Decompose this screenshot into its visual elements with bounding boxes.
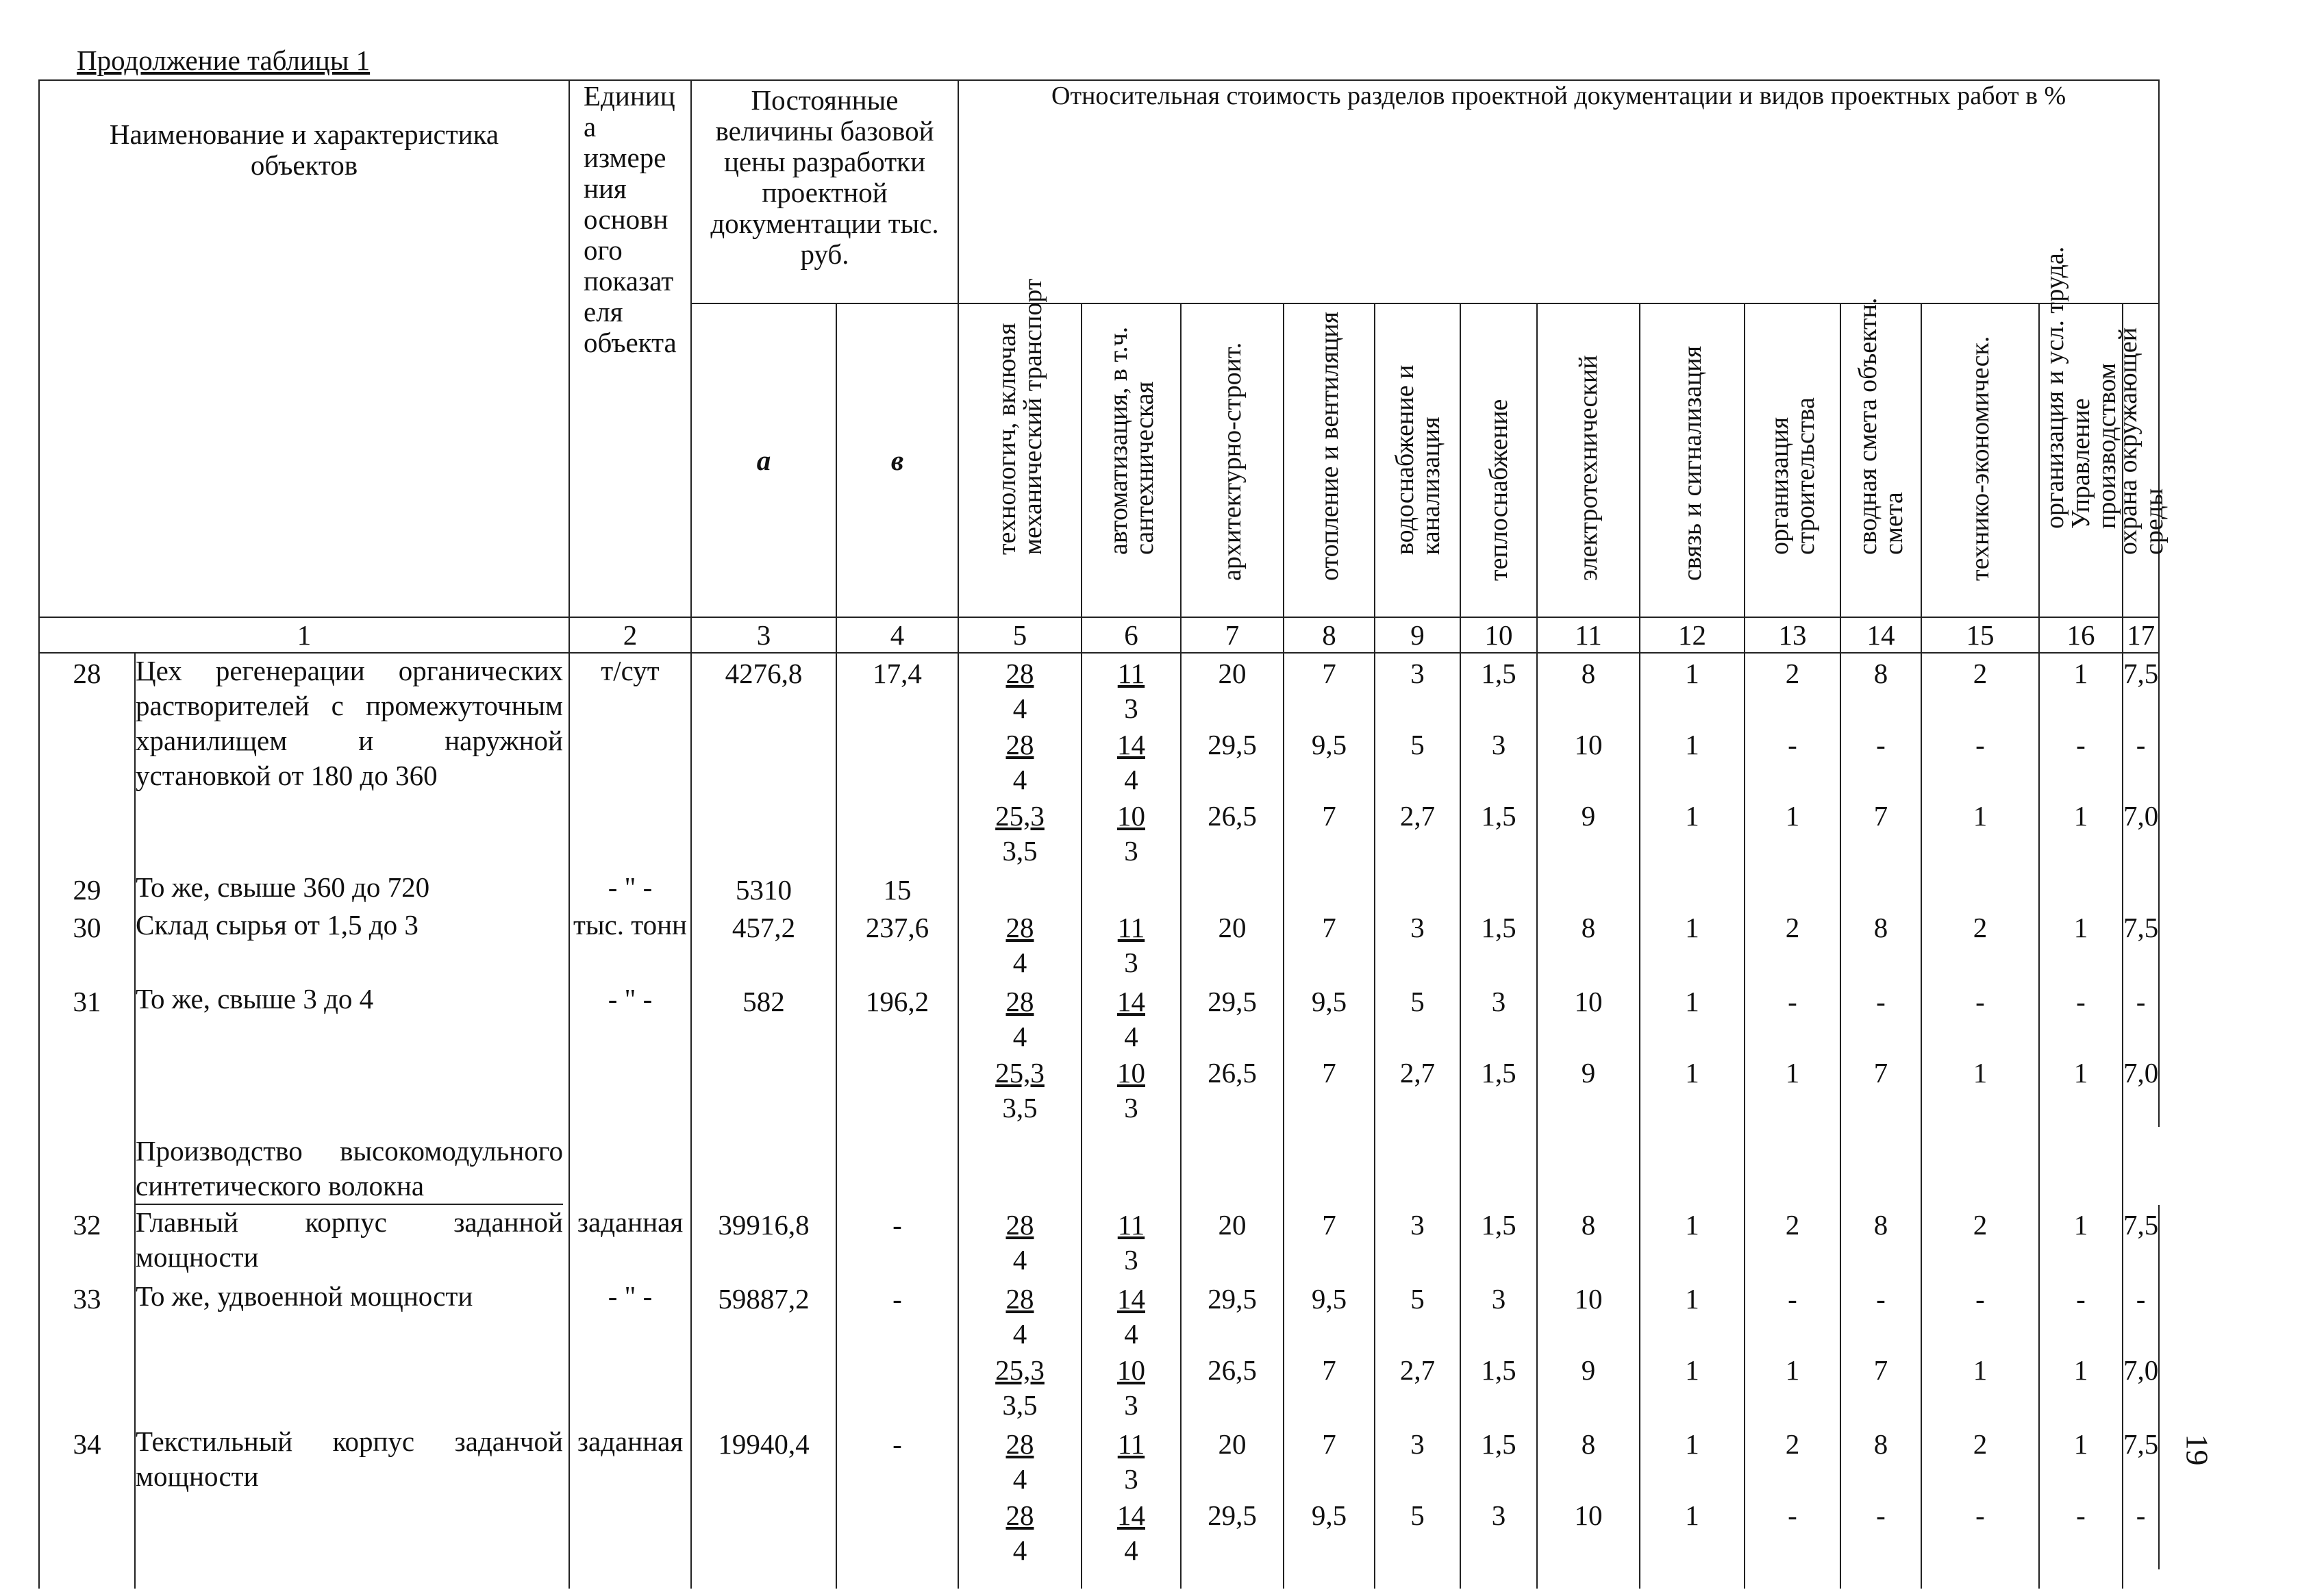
- table-row: [39, 908, 2159, 982]
- unit-cell: - " -: [569, 982, 691, 1127]
- col-16: - 1: [2039, 1279, 2123, 1424]
- col-11: 8 10: [1537, 1424, 1640, 1569]
- header-col-9: водоснабжение и канализация: [1375, 303, 1460, 617]
- col-13: 2: [1745, 908, 1840, 982]
- col-17: 7,5 - 7,0: [2123, 653, 2159, 870]
- table-cell: [2039, 1569, 2123, 1589]
- fraction: $\frac{28}{4}$: [1005, 1428, 1034, 1495]
- col-7: 29,5 26,5: [1181, 982, 1284, 1127]
- col-10: 1,5 3 1,5: [1460, 653, 1537, 870]
- fraction: $\frac{28}{4}$: [1005, 658, 1034, 724]
- col-6: [1082, 1279, 1181, 1424]
- column-number: 1: [39, 617, 569, 653]
- col-13: [1745, 870, 1840, 908]
- table-body: [39, 653, 2159, 1589]
- column-number: 17: [2123, 617, 2159, 653]
- row-number: 29: [39, 870, 135, 908]
- col-7: 20: [1181, 1205, 1284, 1279]
- table-cell: [691, 1569, 836, 1589]
- object-name: То же, свыше 360 до 720: [135, 870, 569, 908]
- column-number: 2: [569, 617, 691, 653]
- table-cell: [958, 1127, 1082, 1205]
- value-a: 39916,8: [691, 1205, 836, 1279]
- value-a: 457,2: [691, 908, 836, 982]
- table-row: [39, 982, 2159, 1127]
- col-6: [1082, 982, 1181, 1127]
- col-9: 3: [1375, 1205, 1460, 1279]
- col-16: - 1: [2039, 982, 2123, 1127]
- column-number: 5: [958, 617, 1082, 653]
- table-cell: [1840, 1127, 1921, 1205]
- table-cell: [836, 1569, 958, 1589]
- col-14: [1840, 870, 1921, 908]
- header-name: Наименование и характеристика объектов: [39, 80, 569, 617]
- header-col-12: связь и сигнализация: [1640, 303, 1745, 617]
- table-cell: [135, 1569, 569, 1589]
- col-8: [1284, 870, 1375, 908]
- header-col-7: архитектурно-строит.: [1181, 303, 1284, 617]
- col-11: 8: [1537, 908, 1640, 982]
- table-row: [39, 1279, 2159, 1424]
- value-b: 237,6: [836, 908, 958, 982]
- col-13: 2: [1745, 1205, 1840, 1279]
- row-number: 34: [39, 1424, 135, 1569]
- header-col-11: электротехнический: [1537, 303, 1640, 617]
- col-7: 20 29,5: [1181, 1424, 1284, 1569]
- col-14: 8 - 7: [1840, 653, 1921, 870]
- table-cell: [958, 1569, 1082, 1589]
- col-17: - 7,0: [2123, 1279, 2159, 1424]
- col-14: 8: [1840, 908, 1921, 982]
- table-cell: [1181, 1569, 1284, 1589]
- col-5: [958, 982, 1082, 1127]
- col-15: 2 - 1: [1921, 653, 2039, 870]
- object-name: Главный корпус заданной мощности: [135, 1205, 569, 1279]
- table-cell: [569, 1569, 691, 1589]
- col-17: 7,5 -: [2123, 1424, 2159, 1569]
- header-col-16: организация и усл. труда. Управление производством: [2039, 303, 2123, 617]
- column-number: 11: [1537, 617, 1640, 653]
- col-14: 8 -: [1840, 1424, 1921, 1569]
- column-number: 10: [1460, 617, 1537, 653]
- object-name: Склад сырья от 1,5 до 3: [135, 908, 569, 982]
- fraction: $\frac{14}{4}$: [1117, 1283, 1145, 1350]
- table-cell: [569, 1127, 691, 1205]
- column-number: 3: [691, 617, 836, 653]
- fraction: $\frac{11}{3}$: [1117, 1209, 1145, 1276]
- table-caption: Продолжение таблицы 1: [77, 45, 371, 76]
- value-a: 5310: [691, 870, 836, 908]
- row-number: [39, 1127, 135, 1205]
- col-17: 7,5: [2123, 908, 2159, 982]
- fraction: $\frac{28}{4}$: [1005, 1500, 1034, 1566]
- col-10: [1460, 870, 1537, 908]
- unit-cell: - " -: [569, 1279, 691, 1424]
- row-number: 31: [39, 982, 135, 1127]
- table-cell: [1082, 1569, 1181, 1589]
- object-name: То же, удвоенной мощности: [135, 1279, 569, 1424]
- col-6: [1082, 908, 1181, 982]
- table-cell: [1640, 1127, 1745, 1205]
- col-10: 3 1,5: [1460, 1279, 1537, 1424]
- value-a: 4276,8: [691, 653, 836, 870]
- fraction: $\frac{28}{4}$: [1005, 1283, 1034, 1350]
- col-15: [1921, 870, 2039, 908]
- table-cell: [1375, 1569, 1460, 1589]
- col-14: - 7: [1840, 1279, 1921, 1424]
- table-cell: [1840, 1569, 1921, 1589]
- header-col-13: организация строительства: [1745, 303, 1840, 617]
- col-11: 10 9: [1537, 1279, 1640, 1424]
- header-relative: Относительная стоимость разделов проектной документации и видов проектных работ в %: [958, 80, 2159, 303]
- col-10: 1,5: [1460, 908, 1537, 982]
- fraction: $\frac{10}{3}$: [1117, 1354, 1145, 1421]
- section-title: Производство высокомодульного синтетического волокна: [135, 1127, 569, 1205]
- fraction: $\frac{28}{4}$: [1005, 912, 1034, 978]
- col-6: [1082, 1424, 1181, 1569]
- table-cell: [1537, 1569, 1640, 1589]
- col-7: 20: [1181, 908, 1284, 982]
- column-number: 14: [1840, 617, 1921, 653]
- col-9: 3: [1375, 908, 1460, 982]
- col-5: [958, 908, 1082, 982]
- value-a: 582: [691, 982, 836, 1127]
- header-a: а: [691, 303, 836, 617]
- col-12: 1: [1640, 1205, 1745, 1279]
- col-7: [1181, 870, 1284, 908]
- col-17: [2123, 870, 2159, 908]
- col-12: 1 1 1: [1640, 653, 1745, 870]
- col-9: 5 2,7: [1375, 982, 1460, 1127]
- table-cell: [1537, 1127, 1640, 1205]
- row-number: 28: [39, 653, 135, 870]
- header-col-6: автоматизация, в т.ч. сантехническая: [1082, 303, 1181, 617]
- fraction: $\frac{14}{4}$: [1117, 986, 1145, 1052]
- object-name: Цех регенерации органических растворителей с промежуточным хранилищем и наружной установкой от 180 до 360: [135, 653, 569, 870]
- header-col-10: теплоснабжение: [1460, 303, 1537, 617]
- table-cell: [1284, 1569, 1375, 1589]
- col-5: [958, 1279, 1082, 1424]
- col-10: 3 1,5: [1460, 982, 1537, 1127]
- col-9: [1375, 870, 1460, 908]
- column-number: 6: [1082, 617, 1181, 653]
- col-15: 2: [1921, 908, 2039, 982]
- column-number: 4: [836, 617, 958, 653]
- col-17: - 7,0: [2123, 982, 2159, 1127]
- fraction: $\frac{25,3}{3,5}$: [995, 1354, 1045, 1421]
- col-11: 8 10 9: [1537, 653, 1640, 870]
- col-8: 7: [1284, 908, 1375, 982]
- col-8: 9,5 7: [1284, 1279, 1375, 1424]
- unit-cell: т/сут: [569, 653, 691, 870]
- row-number: 30: [39, 908, 135, 982]
- fraction: $\frac{28}{4}$: [1005, 986, 1034, 1052]
- header-col-15: технико-экономическ.: [1921, 303, 2039, 617]
- col-8: 9,5 7: [1284, 982, 1375, 1127]
- table-cell: [1284, 1127, 1375, 1205]
- col-5: [958, 1424, 1082, 1569]
- column-number: 15: [1921, 617, 2039, 653]
- col-16: 1 - 1: [2039, 653, 2123, 870]
- page-number: 19: [2179, 1434, 2215, 1466]
- unit-cell: заданная: [569, 1205, 691, 1279]
- col-9: 3 5: [1375, 1424, 1460, 1569]
- value-b: -: [836, 1424, 958, 1569]
- col-11: 8: [1537, 1205, 1640, 1279]
- fraction: $\frac{28}{4}$: [1005, 1209, 1034, 1276]
- table-row: [39, 1205, 2159, 1279]
- value-b: 15: [836, 870, 958, 908]
- col-8: 7: [1284, 1205, 1375, 1279]
- col-8: 7 9,5 7: [1284, 653, 1375, 870]
- header-col-17: охрана окружающей среды: [2123, 303, 2159, 617]
- value-b: 17,4: [836, 653, 958, 870]
- col-10: 1,5 3: [1460, 1424, 1537, 1569]
- row-number: 33: [39, 1279, 135, 1424]
- col-13: - 1: [1745, 982, 1840, 1127]
- table-row: [39, 870, 2159, 908]
- col-8: 7 9,5: [1284, 1424, 1375, 1569]
- table-cell: [1460, 1127, 1537, 1205]
- table-cell: [1745, 1127, 1840, 1205]
- col-6: [1082, 653, 1181, 870]
- fraction: $\frac{14}{4}$: [1117, 729, 1145, 795]
- table-cell: [1375, 1127, 1460, 1205]
- header-unit: Единица измерения основного показателя объекта: [569, 80, 691, 617]
- table-cell: [1640, 1569, 1745, 1589]
- col-12: 1: [1640, 908, 1745, 982]
- fraction: $\frac{14}{4}$: [1117, 1500, 1145, 1566]
- header-b: в: [836, 303, 958, 617]
- fraction: $\frac{10}{3}$: [1117, 800, 1145, 867]
- column-number: 16: [2039, 617, 2123, 653]
- fraction: $\frac{10}{3}$: [1117, 1057, 1145, 1123]
- col-15: 2: [1921, 1205, 2039, 1279]
- col-15: - 1: [1921, 982, 2039, 1127]
- header-col-14: сводная смета объектн. смета: [1840, 303, 1921, 617]
- col-13: 2 - 1: [1745, 653, 1840, 870]
- unit-cell: заданная: [569, 1424, 691, 1569]
- column-number: 12: [1640, 617, 1745, 653]
- table-cell: [1745, 1569, 1840, 1589]
- col-11: 10 9: [1537, 982, 1640, 1127]
- value-a: 19940,4: [691, 1424, 836, 1569]
- fraction: $\frac{11}{3}$: [1117, 1428, 1145, 1495]
- object-name: То же, свыше 3 до 4: [135, 982, 569, 1127]
- table-row: [39, 653, 2159, 870]
- col-12: 1 1: [1640, 982, 1745, 1127]
- col-11: [1537, 870, 1640, 908]
- table-header: [39, 80, 2169, 653]
- col-5: [958, 870, 1082, 908]
- col-5: [958, 653, 1082, 870]
- fraction: $\frac{25,3}{3,5}$: [995, 1057, 1045, 1123]
- col-16: 1: [2039, 1205, 2123, 1279]
- object-name: Текстильный корпус заданчой мощности: [135, 1424, 569, 1569]
- table-cell: [1082, 1127, 1181, 1205]
- fraction: $\frac{28}{4}$: [1005, 729, 1034, 795]
- col-16: [2039, 870, 2123, 908]
- col-12: [1640, 870, 1745, 908]
- col-9: 3 5 2,7: [1375, 653, 1460, 870]
- cost-table: [38, 79, 2169, 1589]
- table-cell: [1181, 1127, 1284, 1205]
- header-const: Постоянные величины базовой цены разработки проектной документации тыс. руб.: [691, 80, 958, 303]
- col-6: [1082, 1205, 1181, 1279]
- row-number: 32: [39, 1205, 135, 1279]
- col-13: 2 -: [1745, 1424, 1840, 1569]
- table-cell: [1460, 1569, 1537, 1589]
- fraction: $\frac{25,3}{3,5}$: [995, 800, 1045, 867]
- col-7: 20 29,5 26,5: [1181, 653, 1284, 870]
- value-b: -: [836, 1205, 958, 1279]
- col-15: 2 -: [1921, 1424, 2039, 1569]
- table-cell: [1921, 1127, 2039, 1205]
- column-number: 8: [1284, 617, 1375, 653]
- column-number: 9: [1375, 617, 1460, 653]
- col-14: 8: [1840, 1205, 1921, 1279]
- fraction: $\frac{11}{3}$: [1117, 658, 1145, 724]
- col-14: - 7: [1840, 982, 1921, 1127]
- value-b: 196,2: [836, 982, 958, 1127]
- col-9: 5 2,7: [1375, 1279, 1460, 1424]
- table-cell: [691, 1127, 836, 1205]
- col-12: 1 1: [1640, 1279, 1745, 1424]
- col-6: [1082, 870, 1181, 908]
- table-row: [39, 1569, 2159, 1589]
- col-12: 1 1: [1640, 1424, 1745, 1569]
- table-cell: [1921, 1569, 2039, 1589]
- col-10: 1,5: [1460, 1205, 1537, 1279]
- header-col-5: технологич, включая механический транспорт: [958, 303, 1082, 617]
- table-row: [39, 1127, 2159, 1205]
- value-b: -: [836, 1279, 958, 1424]
- table-row: [39, 1424, 2159, 1569]
- table-cell: [39, 1569, 135, 1589]
- col-17: 7,5: [2123, 1205, 2159, 1279]
- unit-cell: тыс. тонн: [569, 908, 691, 982]
- col-7: 29,5 26,5: [1181, 1279, 1284, 1424]
- table-cell: [2039, 1127, 2123, 1205]
- col-13: - 1: [1745, 1279, 1840, 1424]
- table-cell: [836, 1127, 958, 1205]
- col-5: [958, 1205, 1082, 1279]
- column-number: 13: [1745, 617, 1840, 653]
- unit-cell: - " -: [569, 870, 691, 908]
- column-number: 7: [1181, 617, 1284, 653]
- col-16: 1 -: [2039, 1424, 2123, 1569]
- header-col-8: отопление и вентиляция: [1284, 303, 1375, 617]
- col-15: - 1: [1921, 1279, 2039, 1424]
- value-a: 59887,2: [691, 1279, 836, 1424]
- fraction: $\frac{11}{3}$: [1117, 912, 1145, 978]
- col-16: 1: [2039, 908, 2123, 982]
